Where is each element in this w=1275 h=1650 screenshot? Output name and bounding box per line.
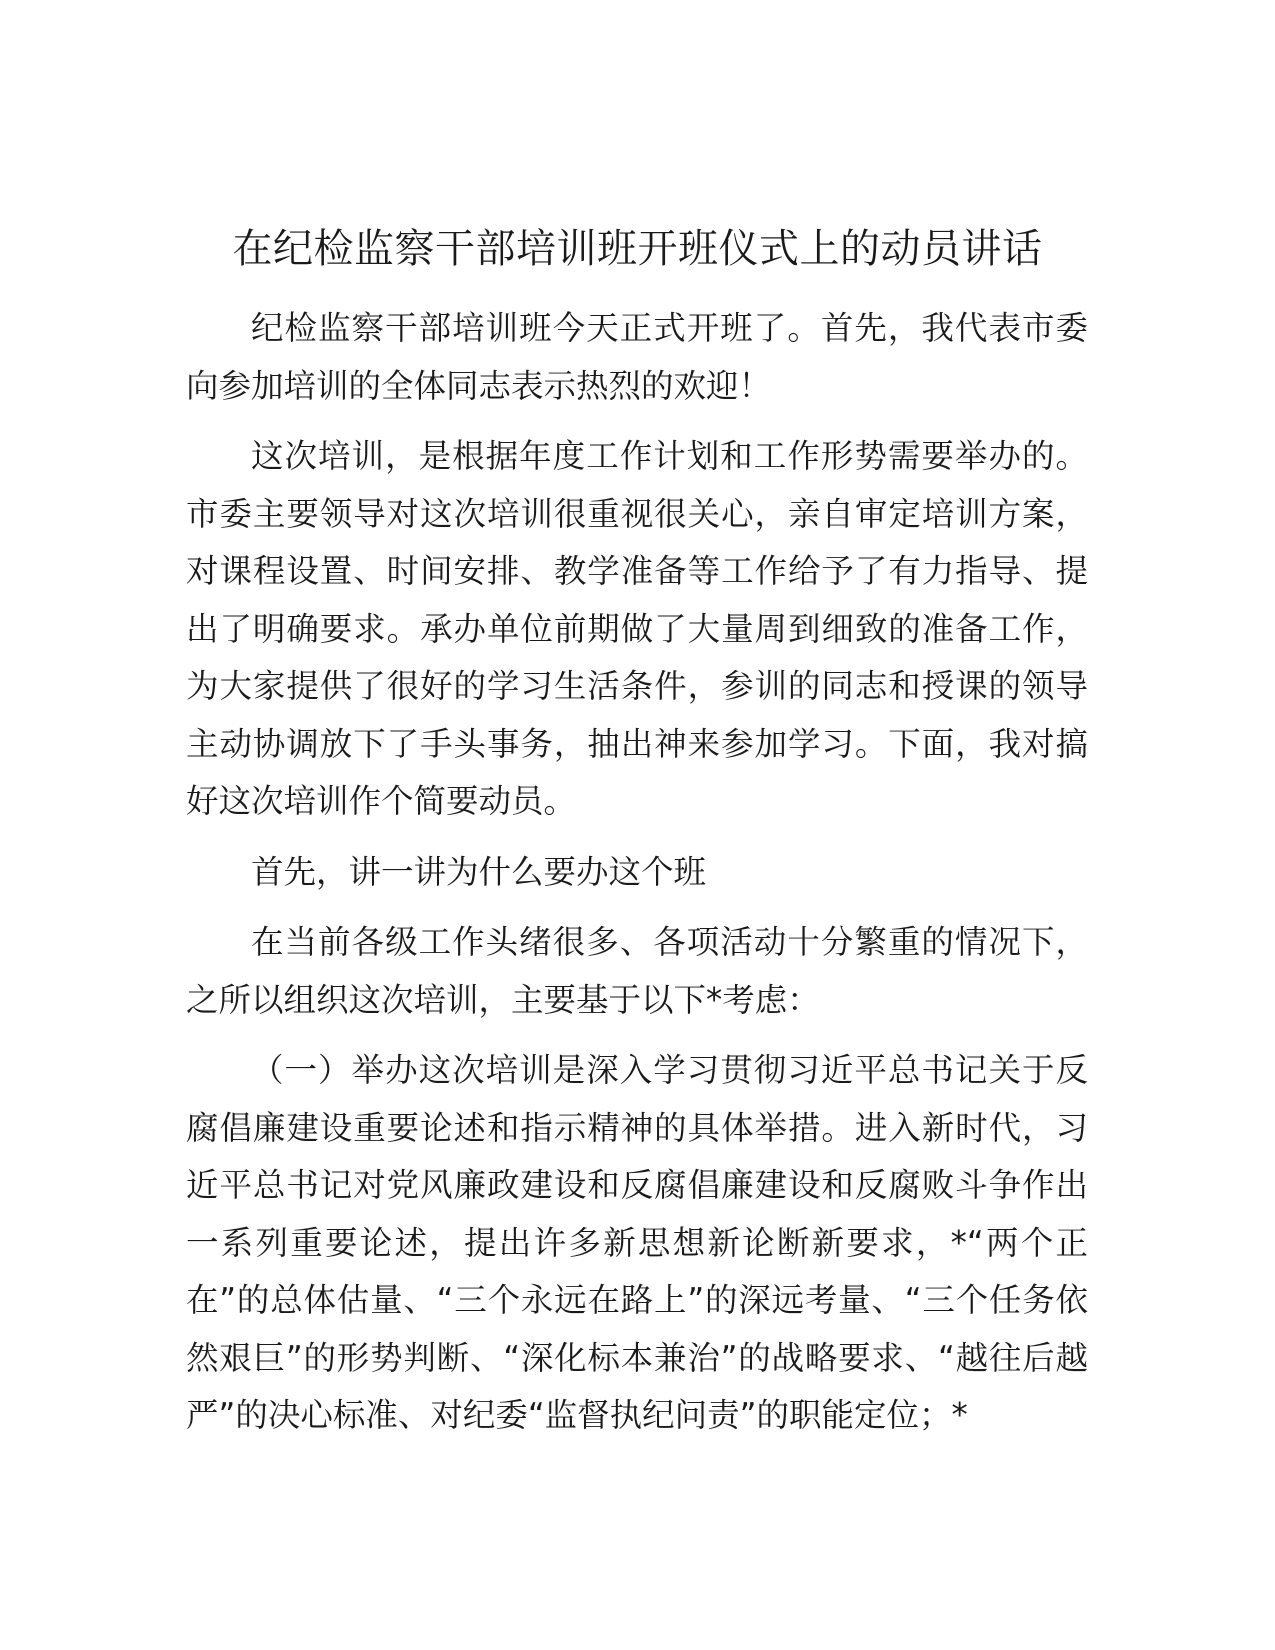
paragraph-welcome: 纪检监察干部培训班今天正式开班了。首先，我代表市委向参加培训的全体同志表示热烈的欢迎！ xyxy=(186,309,1088,405)
paragraph-section-heading: 首先，讲一讲为什么要办这个班 xyxy=(251,852,707,891)
document-title: 在纪检监察干部培训班开班仪式上的动员讲话 xyxy=(232,226,1043,272)
paragraph-training-background: 这次培训，是根据年度工作计划和工作形势需要举办的。市委主要领导对这次培训很重视很关心，亲自审定培训方案，对课程设置、时间安排、教学准备等工作给予了有力指导、提出了明确要求。承办单位前期做了大量周到细致的准备工作，为大家提供了很好的学习生活条件，参训的同志和授课的领导主动协调放下了手头事务，抽出神来参加学习。下面，我对搞好这次培训作个简要动员。 xyxy=(186,437,1088,820)
paragraph-point-one: （一）举办这次培训是深入学习贯彻习近平总书记关于反腐倡廉建设重要论述和指示精神的具体举措。进入新时代，习近平总书记对党风廉政建设和反腐倡廉建设和反腐败斗争作出一系列重要论述，提出许多新思想新论断新要求，*“两个正在”的总体估量、“三个永远在路上”的深远考量、“三个任务依然艰巨”的形势判断、“深化标本兼治”的战略要求、“越往后越严”的决心标准、对纪委“监督执纪问责”的职能定位；* xyxy=(186,1051,1088,1434)
paragraph-considerations: 在当前各级工作头绪很多、各项活动十分繁重的情况下，之所以组织这次培训，主要基于以下*考虑： xyxy=(186,923,1088,1019)
document-body xyxy=(186,300,1088,1458)
